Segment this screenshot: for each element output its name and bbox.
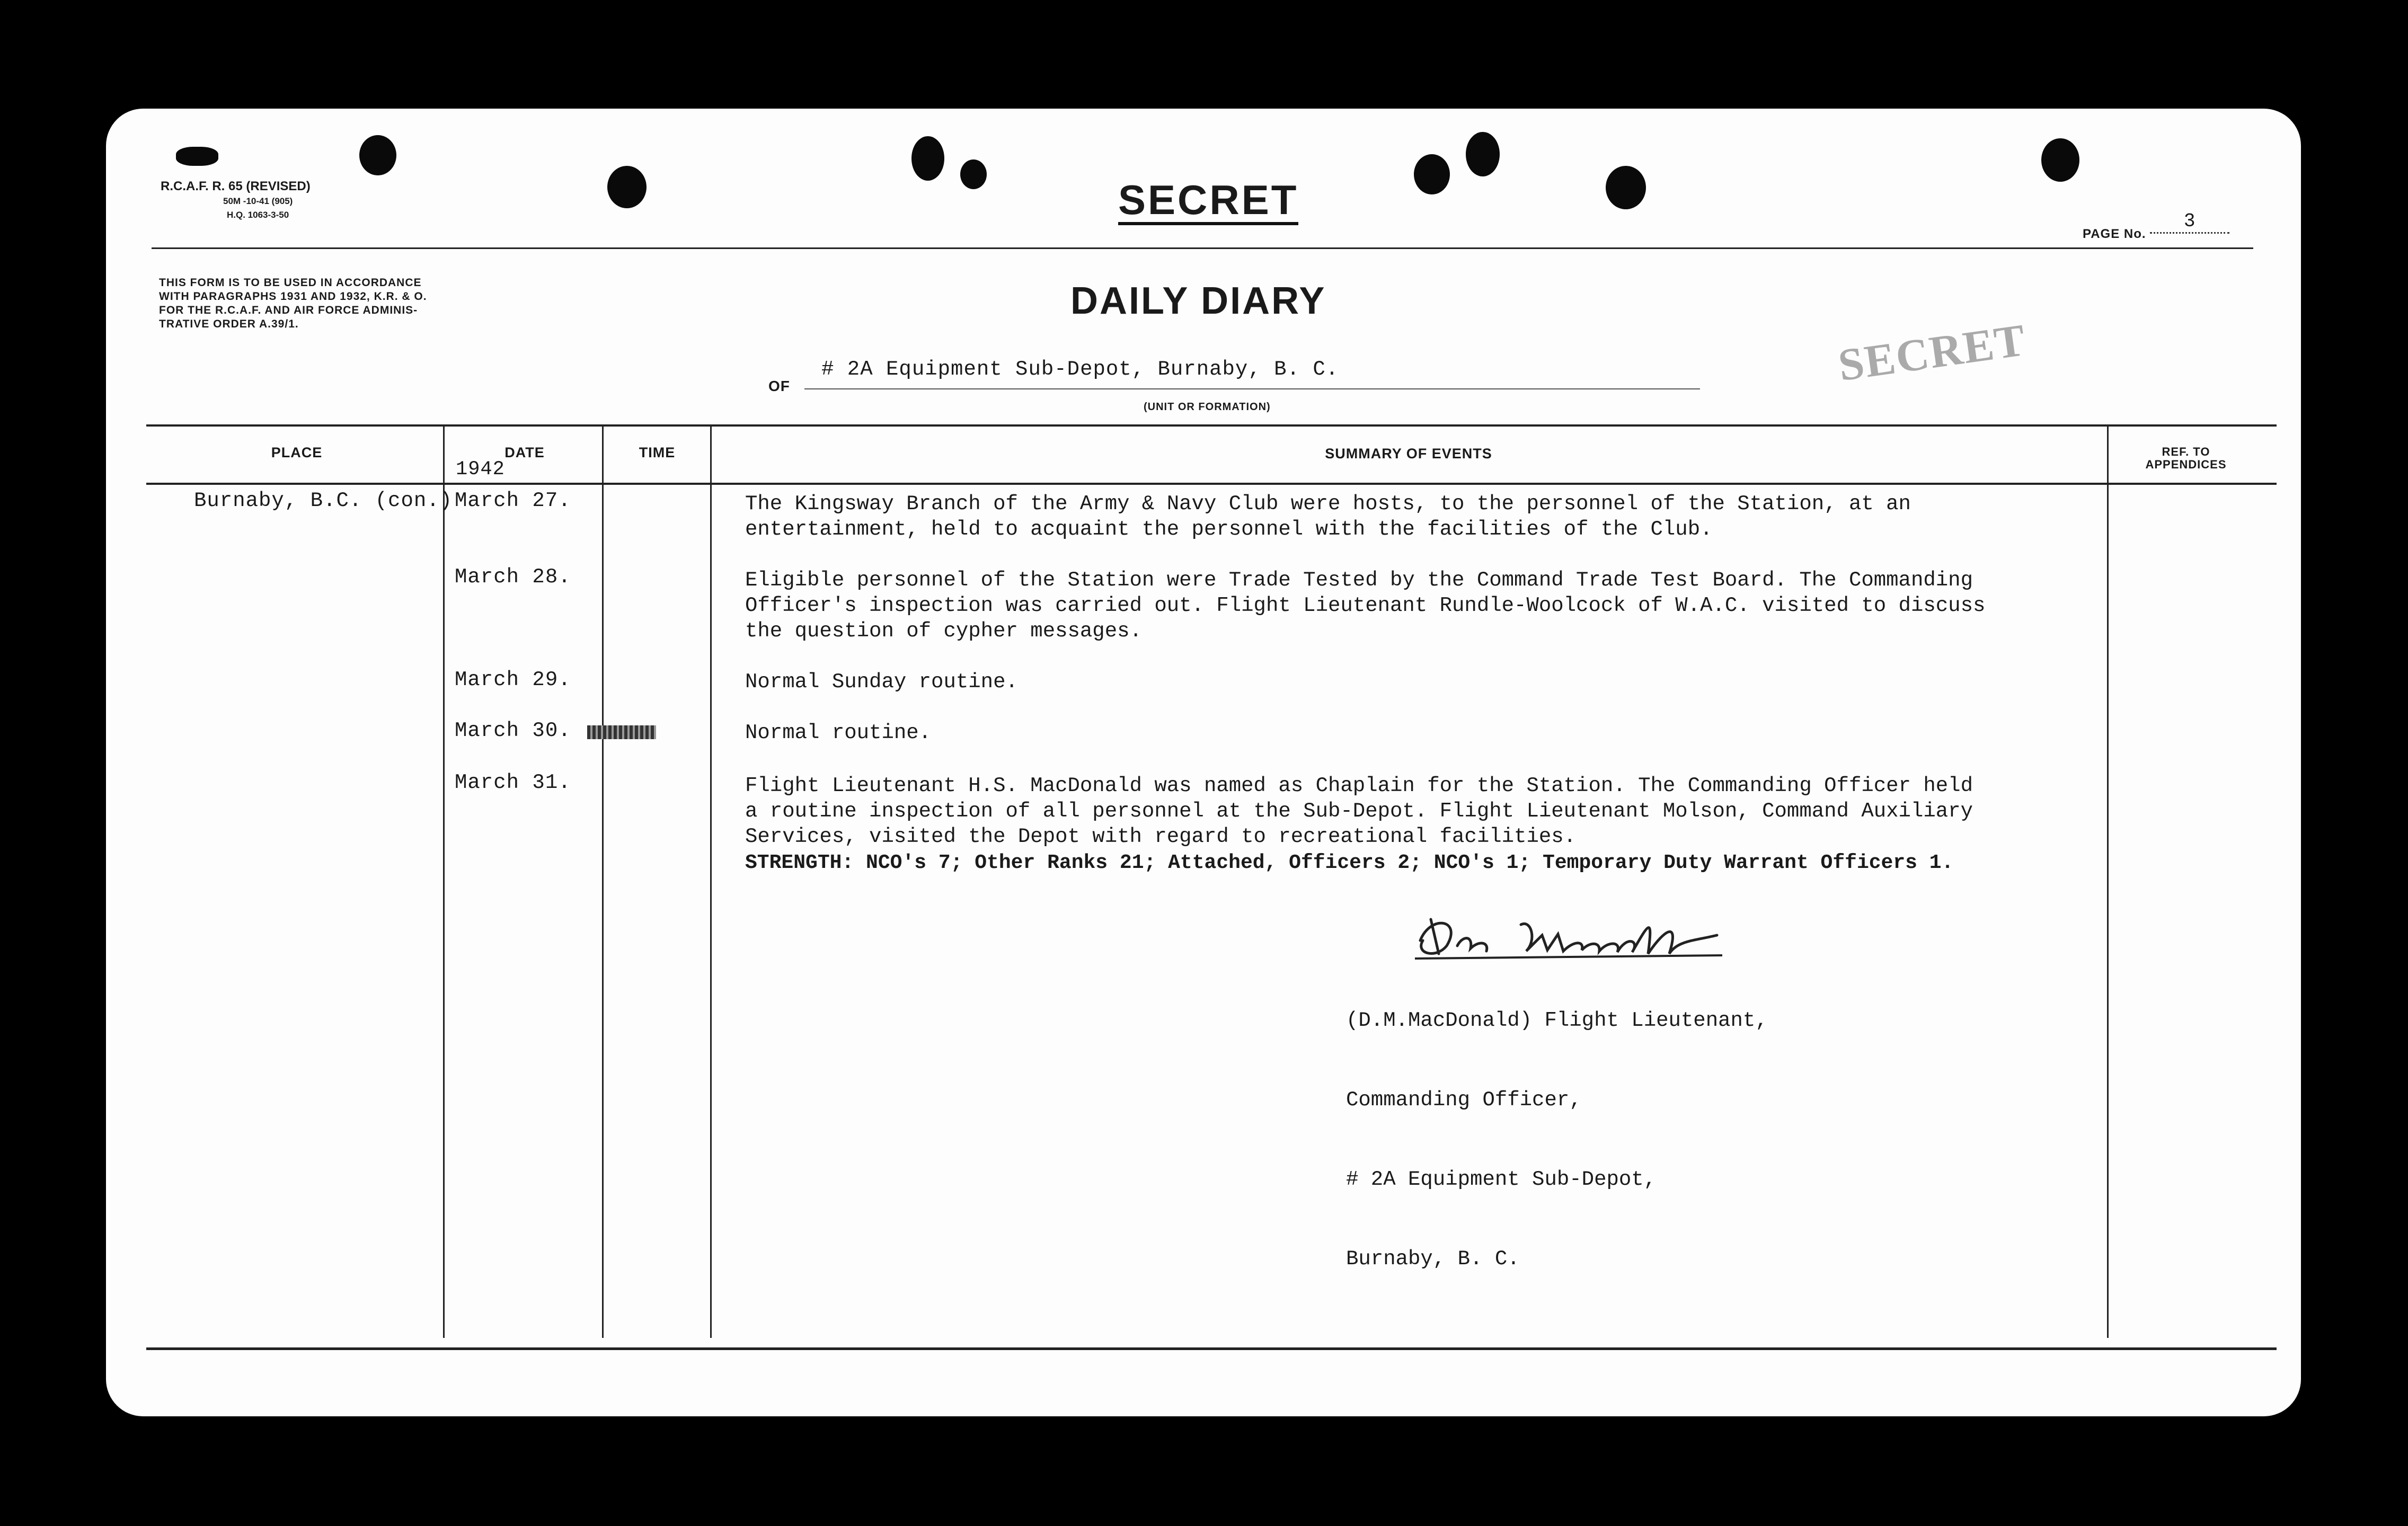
- instruction-line: TRATIVE ORDER A.39/1.: [159, 318, 299, 330]
- column-rule: [710, 424, 712, 1338]
- form-reference-line: R.C.A.F. R. 65 (REVISED): [161, 179, 311, 193]
- summary-cell: Flight Lieutenant H.S. MacDonald was named as Chaplain for the Station. The Commanding Officer held a routine inspection of all personnel at the Sub-Depot. Flight Lieutenant Molson, Command Auxiliary Services, visited the Depot with regard to recreational facilities.: [745, 774, 1973, 848]
- diary-page: [106, 109, 2301, 1416]
- page-number: 3: [2150, 210, 2229, 234]
- punch-hole: [2041, 138, 2079, 182]
- signature-line: Burnaby, B. C.: [1346, 1247, 1520, 1271]
- table-top-rule: [146, 424, 2277, 427]
- form-reference-line: H.Q. 1063-3-50: [227, 210, 289, 220]
- column-rule: [443, 424, 445, 1338]
- table-bottom-rule: [146, 1347, 2277, 1350]
- punch-hole: [359, 135, 396, 175]
- ink-blot: [176, 147, 218, 166]
- date-cell: March 27.: [455, 489, 571, 512]
- date-cell: March 30.: [455, 719, 571, 742]
- unit-underline: [804, 388, 1700, 389]
- header-divider: [152, 247, 2253, 249]
- unit-field: # 2A Equipment Sub-Depot, Burnaby, B. C.: [821, 358, 1339, 381]
- page-title: DAILY DIARY: [1070, 280, 1326, 322]
- punch-hole: [1466, 132, 1500, 176]
- summary-cell: The Kingsway Branch of the Army & Navy Club were hosts, to the personnel of the Station, at an entertainment, held to acquaint the personnel with the facilities of the Club.: [745, 492, 1911, 541]
- punch-hole: [607, 166, 647, 208]
- place-cell: Burnaby, B.C. (con.): [194, 489, 453, 512]
- form-reference: [161, 179, 311, 222]
- secret-stamp: SECRET: [1835, 314, 2030, 391]
- strength-line: STRENGTH: NCO's 7; Other Ranks 21; Attached, Officers 2; NCO's 1; Temporary Duty Warrant Officers 1.: [745, 851, 1954, 874]
- classification-heading: SECRET: [1118, 178, 1298, 225]
- page-label: PAGE No.: [2083, 227, 2146, 241]
- form-reference-line: 50M -10-41 (905): [223, 196, 293, 206]
- table-header-rule: [146, 483, 2277, 485]
- column-rule: [2107, 424, 2109, 1338]
- summary-cell: Normal routine.: [745, 721, 932, 744]
- punch-hole: [1606, 166, 1646, 209]
- form-instructions: [159, 276, 427, 331]
- signature-line: # 2A Equipment Sub-Depot,: [1346, 1168, 1657, 1191]
- header-time: TIME: [639, 445, 676, 460]
- date-cell: March 29.: [455, 668, 571, 691]
- summary-cell: Normal Sunday routine.: [745, 670, 1018, 694]
- signature-line: (D.M.MacDonald) Flight Lieutenant,: [1346, 1009, 1768, 1032]
- year: 1942: [456, 458, 505, 481]
- punch-hole: [1414, 154, 1450, 194]
- header-summary: SUMMARY OF EVENTS: [1325, 446, 1492, 462]
- of-label: OF: [768, 378, 790, 394]
- header-appendices: REF. TO APPENDICES: [2145, 445, 2227, 471]
- punch-hole: [960, 159, 987, 189]
- instruction-line: FOR THE R.C.A.F. AND AIR FORCE ADMINIS-: [159, 304, 418, 316]
- header-place: PLACE: [271, 445, 323, 460]
- summary-cell: Eligible personnel of the Station were Trade Tested by the Command Trade Test Board. The Commanding Officer's inspection was carried out. Flight Lieutenant Rundle-Woolcock of W.A.C. visited to discuss the question of cypher messages.: [745, 569, 1986, 643]
- struck-out-text: [587, 725, 656, 739]
- date-cell: March 28.: [455, 565, 571, 589]
- date-cell: March 31.: [455, 771, 571, 794]
- unit-caption: (UNIT OR FORMATION): [1144, 401, 1271, 413]
- punch-hole: [911, 136, 944, 181]
- column-rule: [602, 424, 604, 1338]
- instruction-line: WITH PARAGRAPHS 1931 AND 1932, K.R. & O.: [159, 290, 427, 303]
- signature-line: Commanding Officer,: [1346, 1088, 1582, 1112]
- signature-block: [1346, 954, 1768, 1325]
- instruction-line: THIS FORM IS TO BE USED IN ACCORDANCE: [159, 277, 422, 289]
- header-date: DATE: [504, 445, 545, 460]
- page-number-label: [2083, 210, 2229, 245]
